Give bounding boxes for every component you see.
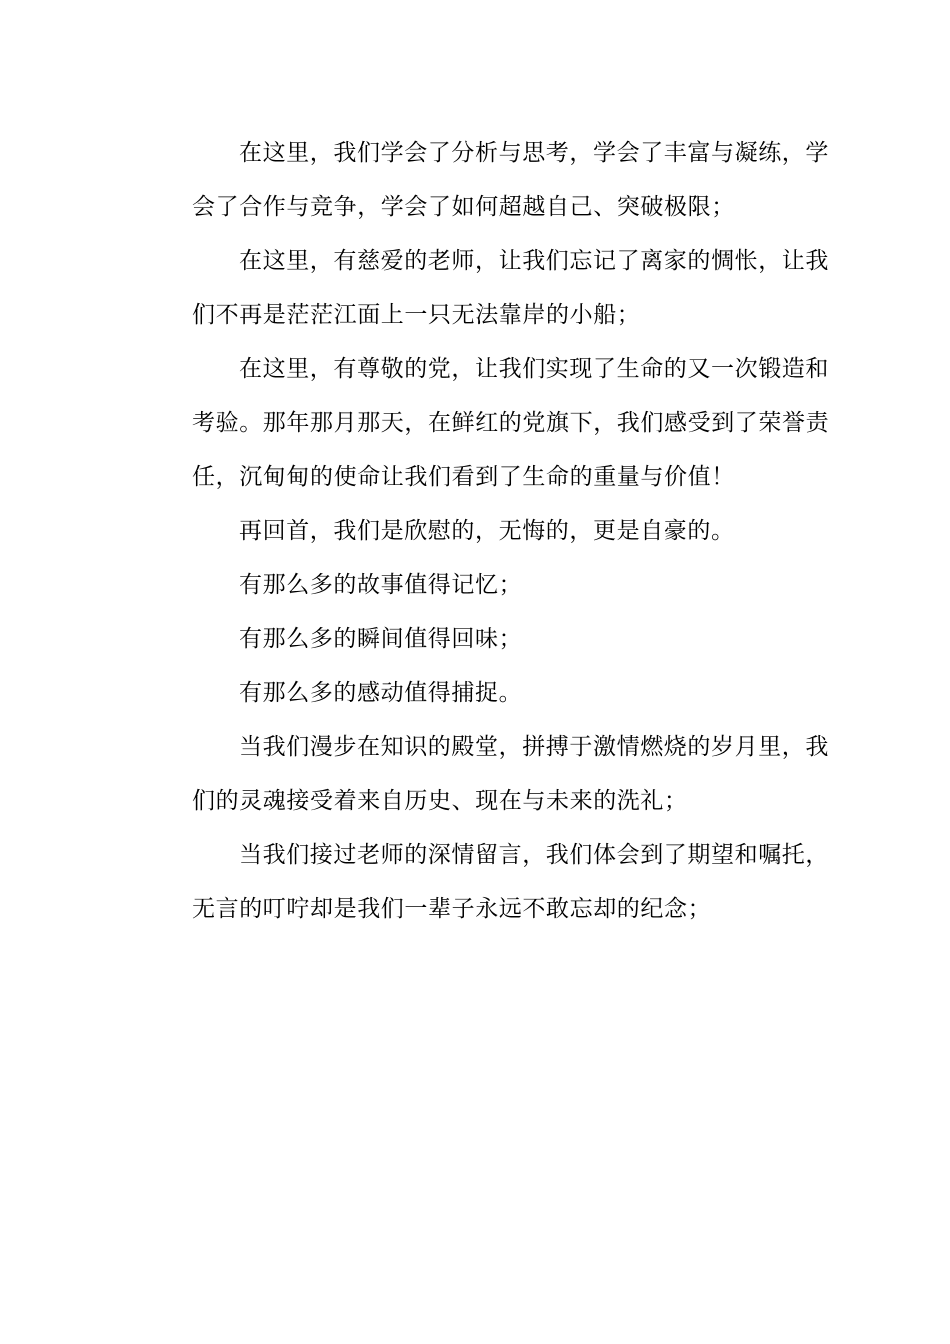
paragraph <box>145 828 829 936</box>
paragraph <box>145 558 805 612</box>
text-line: 们不再是茫茫江面上一只无法靠岸的小船； <box>192 302 641 328</box>
text-line: 有那么多的感动值得捕捉。 <box>239 680 523 706</box>
text-line: 当我们漫步在知识的殿堂，拼搏于激情燃烧的岁月里，我 <box>239 734 829 760</box>
text-line: 会了合作与竞争，学会了如何超越自己、突破极限； <box>192 194 735 220</box>
text-line: 有那么多的瞬间值得回味； <box>239 626 523 652</box>
paragraph <box>145 666 805 720</box>
text-line: 再回首，我们是欣慰的，无悔的，更是自豪的。 <box>239 518 735 544</box>
paragraph <box>145 720 829 828</box>
text-line: 有那么多的故事值得记忆； <box>239 572 523 598</box>
text-line: 在这里，我们学会了分析与思考，学会了丰富与凝练，学 <box>239 140 829 166</box>
text-line: 无言的叮咛却是我们一辈子永远不敢忘却的纪念； <box>192 896 712 922</box>
text-line: 在这里，有尊敬的党，让我们实现了生命的又一次锻造和 <box>239 356 829 382</box>
text-line: 当我们接过老师的深情留言，我们体会到了期望和嘱托， <box>239 842 829 868</box>
paragraph <box>145 126 829 234</box>
text-line: 们的灵魂接受着来自历史、现在与未来的洗礼； <box>192 788 688 814</box>
paragraph <box>145 612 805 666</box>
paragraph <box>145 504 805 558</box>
document-body <box>145 126 830 936</box>
paragraph <box>145 342 830 504</box>
text-line: 考验。那年那月那天，在鲜红的党旗下，我们感受到了荣誉责 <box>192 410 830 436</box>
text-line: 在这里，有慈爱的老师，让我们忘记了离家的惆怅，让我 <box>239 248 829 274</box>
text-line: 任，沉甸甸的使命让我们看到了生命的重量与价值！ <box>192 464 735 490</box>
paragraph <box>145 234 829 342</box>
